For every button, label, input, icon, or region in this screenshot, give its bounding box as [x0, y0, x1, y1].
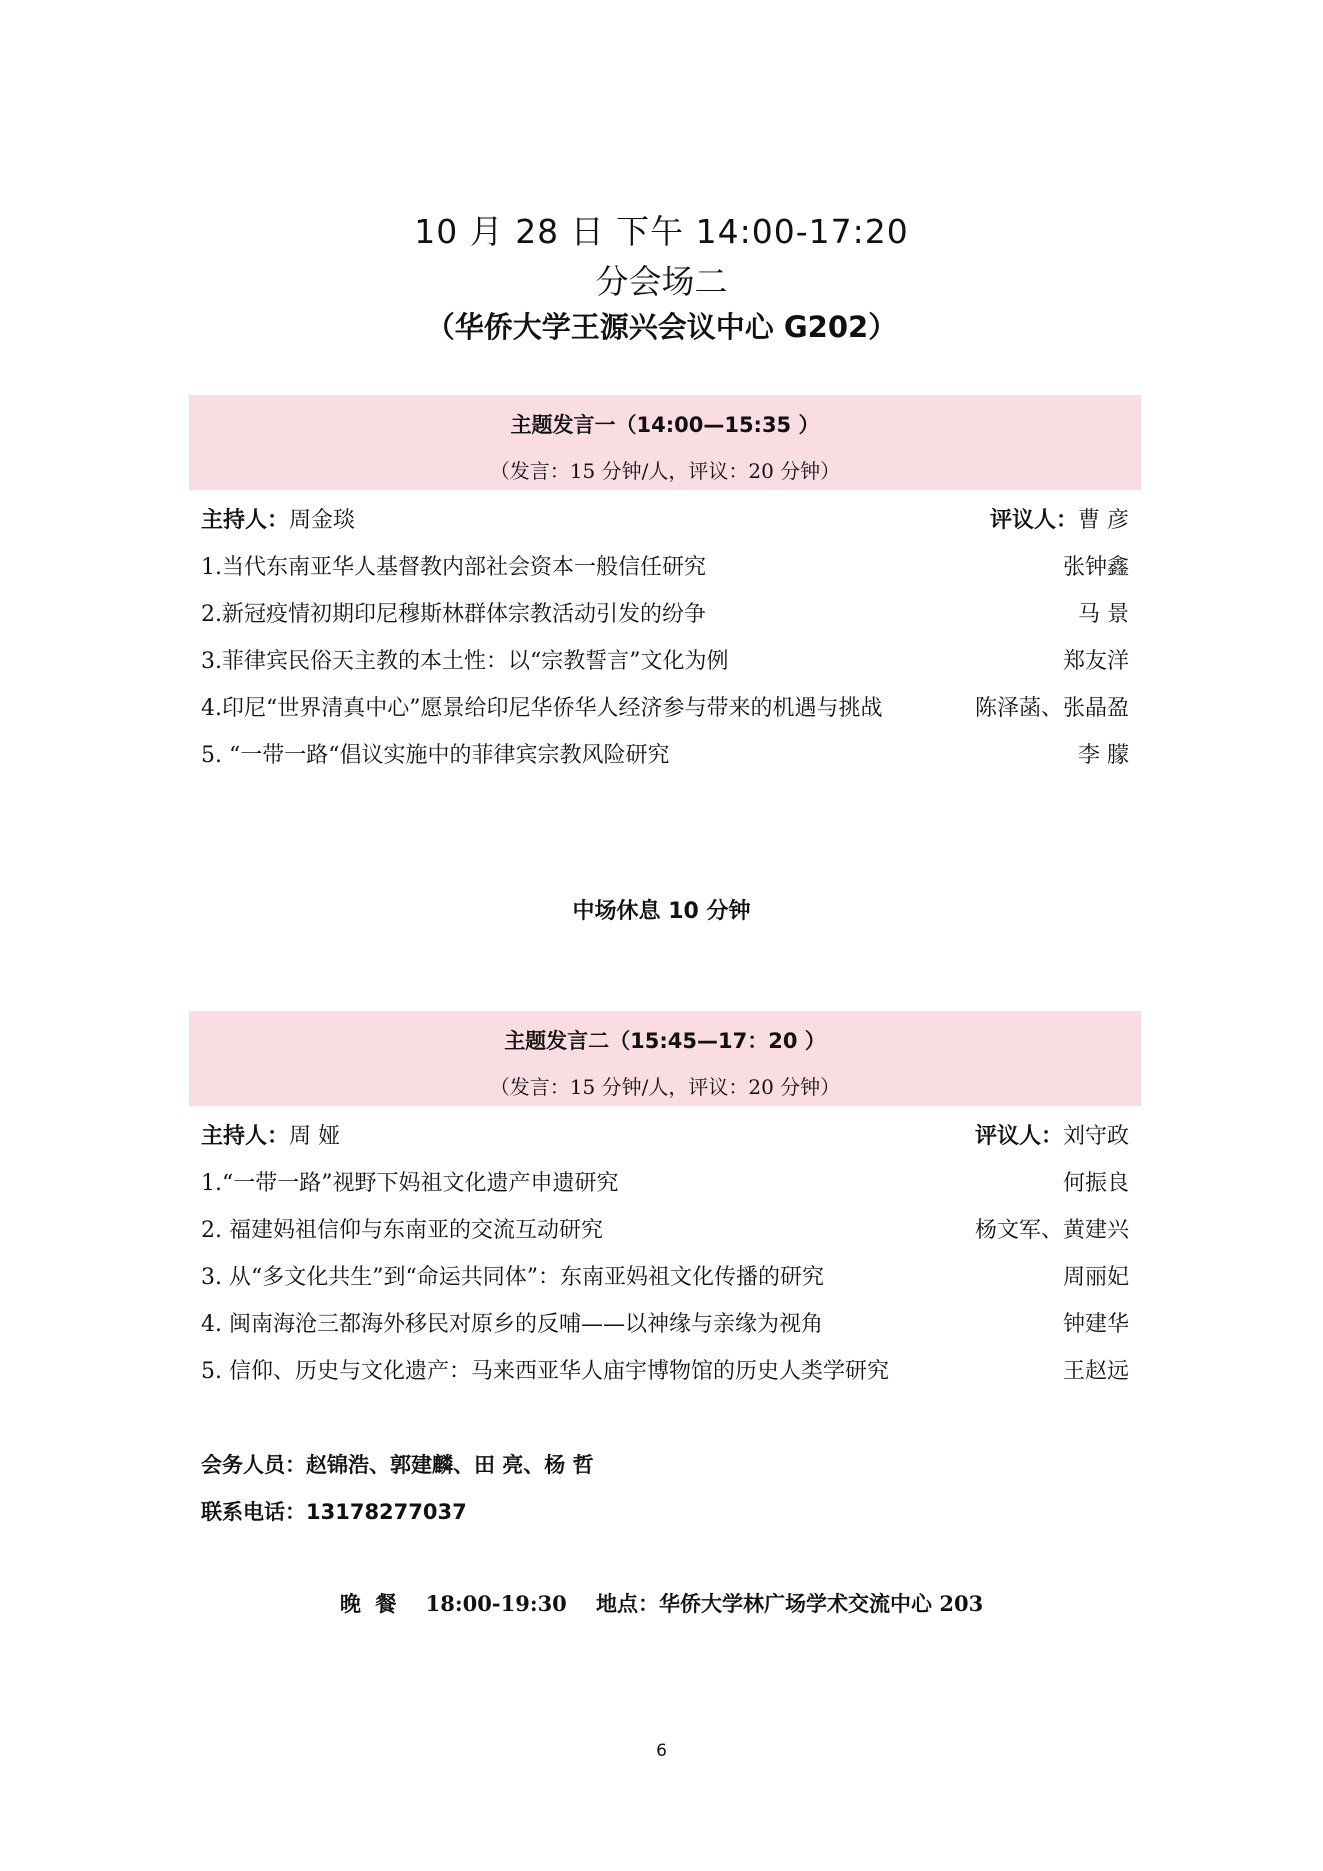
talk-title: 5. “一带一路“倡议实施中的菲律宾宗教风险研究: [201, 743, 670, 768]
session2-header-band: [189, 1011, 1141, 1106]
talk-speaker: 郑友洋: [1062, 649, 1129, 674]
reviewer-label: 评议人：: [989, 508, 1078, 533]
session-date-time: 10 月 28 日 下午 14:00-17:20: [414, 212, 909, 251]
host-label: 主持人：: [201, 1124, 290, 1149]
venue-location: （华侨大学王源兴会议中心 G202）: [425, 310, 898, 344]
phone-label: 联系电话：: [201, 1500, 306, 1524]
phone-number: 13178277037: [306, 1500, 467, 1524]
page-number: 6: [656, 1741, 667, 1761]
session2-rules: （发言：15 分钟/人，评议：20 分钟）: [489, 1075, 841, 1099]
talk-speaker: 王赵远: [1062, 1359, 1129, 1384]
talk-row: [201, 1260, 1129, 1294]
talk-row: [201, 1307, 1129, 1341]
host-label: 主持人：: [201, 508, 290, 533]
session1-header-band: [189, 395, 1141, 490]
talk-row: [201, 1213, 1129, 1247]
talk-title: 2. 福建妈祖信仰与东南亚的交流互动研究: [201, 1218, 603, 1243]
talk-title: 2.新冠疫情初期印尼穆斯林群体宗教活动引发的纷争: [201, 602, 706, 627]
talk-row: [201, 550, 1129, 584]
staff-line: [201, 1449, 594, 1479]
talk-title: 1.当代东南亚华人基督教内部社会资本一般信任研究: [201, 555, 706, 580]
reviewer-name: 刘守政: [1062, 1124, 1129, 1149]
dinner-info: 晚 餐 18:00-19:30 地点：华侨大学林广场学术交流中心 203: [339, 1591, 984, 1616]
talk-title: 1.“一带一路”视野下妈祖文化遗产申遗研究: [201, 1171, 619, 1196]
staff-names: 赵锦浩、郭建麟、田 亮、杨 哲: [306, 1453, 594, 1477]
talk-row: [201, 644, 1129, 678]
talk-row: [201, 1354, 1129, 1388]
session1-title: 主题发言一（14:00—15:35 ）: [510, 413, 820, 437]
talk-row: [201, 597, 1129, 631]
talk-speaker: 钟建华: [1062, 1312, 1129, 1337]
reviewer-name: 曹 彦: [1078, 508, 1129, 533]
session1-host-row: [201, 503, 1129, 537]
session2-title: 主题发言二（15:45—17：20 ）: [504, 1029, 826, 1053]
staff-label: 会务人员：: [201, 1453, 306, 1477]
talk-title: 4. 闽南海沧三都海外移民对原乡的反哺——以神缘与亲缘为视角: [201, 1312, 823, 1337]
intermission-text: 中场休息 10 分钟: [572, 899, 751, 924]
talk-row: [201, 1166, 1129, 1200]
talk-title: 3. 从“多文化共生”到“命运共同体”：东南亚妈祖文化传播的研究: [201, 1265, 824, 1290]
talk-title: 4.印尼“世界清真中心”愿景给印尼华侨华人经济参与带来的机遇与挑战: [201, 696, 883, 721]
talk-speaker: 何振良: [1062, 1171, 1129, 1196]
session1-rules: （发言：15 分钟/人，评议：20 分钟）: [489, 459, 841, 483]
talk-speaker: 陈泽菡、张晶盈: [974, 696, 1129, 721]
talk-row: [201, 691, 1129, 725]
reviewer-label: 评议人：: [974, 1124, 1063, 1149]
talk-row: [201, 738, 1129, 772]
talk-speaker: 李 朦: [1078, 743, 1129, 768]
host-name: 周 娅: [289, 1124, 341, 1149]
venue-title: 分会场二: [595, 262, 728, 301]
talk-title: 5. 信仰、历史与文化遗产：马来西亚华人庙宇博物馆的历史人类学研究: [201, 1359, 889, 1384]
session2-host-row: [201, 1119, 1129, 1153]
talk-title: 3.菲律宾民俗天主教的本土性：以“宗教誓言”文化为例: [201, 649, 729, 674]
talk-speaker: 马 景: [1078, 602, 1129, 627]
host-name: 周金琰: [289, 508, 356, 533]
talk-speaker: 杨文军、黄建兴: [974, 1218, 1129, 1243]
phone-line: [201, 1496, 467, 1526]
talk-speaker: 周丽妃: [1062, 1265, 1129, 1290]
talk-speaker: 张钟鑫: [1062, 555, 1129, 580]
